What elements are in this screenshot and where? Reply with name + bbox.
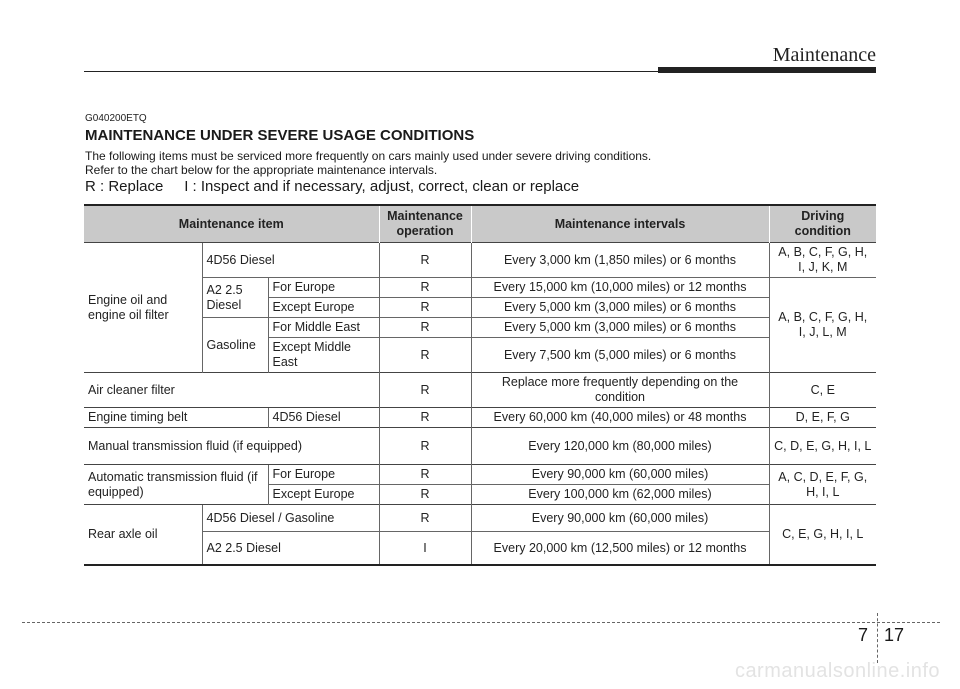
table-row: [84, 243, 876, 278]
variant-cell: 4D56 Diesel: [202, 243, 379, 278]
page-number: 17: [884, 625, 905, 645]
engine-cell: Gasoline: [202, 318, 268, 373]
interval-cell: Every 5,000 km (3,000 miles) or 6 months: [471, 298, 769, 318]
maintenance-table: [84, 204, 876, 566]
section-title: Maintenance: [772, 44, 876, 66]
region-cell: For Europe: [268, 465, 379, 485]
header-operation: Maintenance operation: [379, 205, 471, 243]
region-cell: Except Middle East: [268, 338, 379, 373]
condition-cell: C, E: [769, 373, 876, 408]
operation-cell: R: [379, 243, 471, 278]
interval-cell: Every 7,500 km (5,000 miles) or 6 months: [471, 338, 769, 373]
condition-cell: C, E, G, H, I, L: [769, 505, 876, 566]
operation-cell: R: [379, 298, 471, 318]
operation-cell: I: [379, 532, 471, 566]
interval-cell: Every 60,000 km (40,000 miles) or 48 months: [471, 408, 769, 428]
legend-text: R : Replace I : Inspect and if necessary, adjust, correct, clean or replace: [85, 178, 580, 195]
condition-cell: A, B, C, F, G, H, I, J, L, M: [769, 278, 876, 373]
operation-cell: R: [379, 428, 471, 465]
variant-cell: 4D56 Diesel / Gasoline: [202, 505, 379, 532]
condition-cell: A, C, D, E, F, G, H, I, L: [769, 465, 876, 505]
footer-rule: [22, 622, 940, 623]
section-number: 7: [858, 625, 869, 645]
watermark: carmanualsonline.info: [734, 660, 940, 682]
footer-divider: [877, 613, 878, 663]
operation-cell: R: [379, 465, 471, 485]
variant-cell: A2 2.5 Diesel: [202, 532, 379, 566]
table-header-row: [84, 205, 876, 243]
condition-cell: A, B, C, F, G, H, I, J, K, M: [769, 243, 876, 278]
item-automatic-transmission: Automatic transmission fluid (if equipped): [84, 465, 268, 505]
header-intervals: Maintenance intervals: [471, 205, 769, 243]
intro-line-2: Refer to the chart below for the appropriate maintenance intervals.: [85, 163, 438, 177]
interval-cell: Every 15,000 km (10,000 miles) or 12 months: [471, 278, 769, 298]
engine-cell: A2 2.5 Diesel: [202, 278, 268, 318]
page-heading: MAINTENANCE UNDER SEVERE USAGE CONDITIONS: [85, 127, 475, 144]
intro-line-1: The following items must be serviced more frequently on cars mainly used under severe driving conditions.: [85, 149, 652, 163]
interval-cell: Every 120,000 km (80,000 miles): [471, 428, 769, 465]
header-rule: [84, 71, 662, 72]
interval-cell: Every 90,000 km (60,000 miles): [471, 465, 769, 485]
table-row: [84, 278, 876, 298]
region-cell: For Europe: [268, 278, 379, 298]
operation-cell: R: [379, 278, 471, 298]
condition-cell: C, D, E, G, H, I, L: [769, 428, 876, 465]
table-row: [84, 373, 876, 408]
variant-cell: 4D56 Diesel: [268, 408, 379, 428]
interval-cell: Every 100,000 km (62,000 miles): [471, 485, 769, 505]
item-manual-transmission: Manual transmission fluid (if equipped): [84, 428, 379, 465]
interval-cell: Every 90,000 km (60,000 miles): [471, 505, 769, 532]
item-timing-belt: Engine timing belt: [84, 408, 268, 428]
table-row: [84, 408, 876, 428]
operation-cell: R: [379, 373, 471, 408]
item-rear-axle: Rear axle oil: [84, 505, 202, 566]
header-condition: Driving condition: [769, 205, 876, 243]
intro-text: [85, 149, 875, 177]
operation-cell: R: [379, 505, 471, 532]
region-cell: Except Europe: [268, 485, 379, 505]
header-item: Maintenance item: [84, 205, 379, 243]
operation-cell: R: [379, 318, 471, 338]
table-row: [84, 318, 876, 338]
region-cell: Except Europe: [268, 298, 379, 318]
operation-cell: R: [379, 485, 471, 505]
table-row: [84, 532, 876, 566]
region-cell: For Middle East: [268, 318, 379, 338]
item-engine-oil: Engine oil and engine oil filter: [84, 243, 202, 373]
operation-cell: R: [379, 338, 471, 373]
document-code: G040200ETQ: [85, 113, 147, 124]
item-air-cleaner: Air cleaner filter: [84, 373, 379, 408]
interval-cell: Every 5,000 km (3,000 miles) or 6 months: [471, 318, 769, 338]
table-row: [84, 505, 876, 532]
interval-cell: Every 20,000 km (12,500 miles) or 12 months: [471, 532, 769, 566]
interval-cell: Every 3,000 km (1,850 miles) or 6 months: [471, 243, 769, 278]
interval-cell: Replace more frequently depending on the condition: [471, 373, 769, 408]
table-row: [84, 428, 876, 465]
condition-cell: D, E, F, G: [769, 408, 876, 428]
header-rule-accent: [658, 67, 876, 73]
table-row: [84, 465, 876, 485]
operation-cell: R: [379, 408, 471, 428]
